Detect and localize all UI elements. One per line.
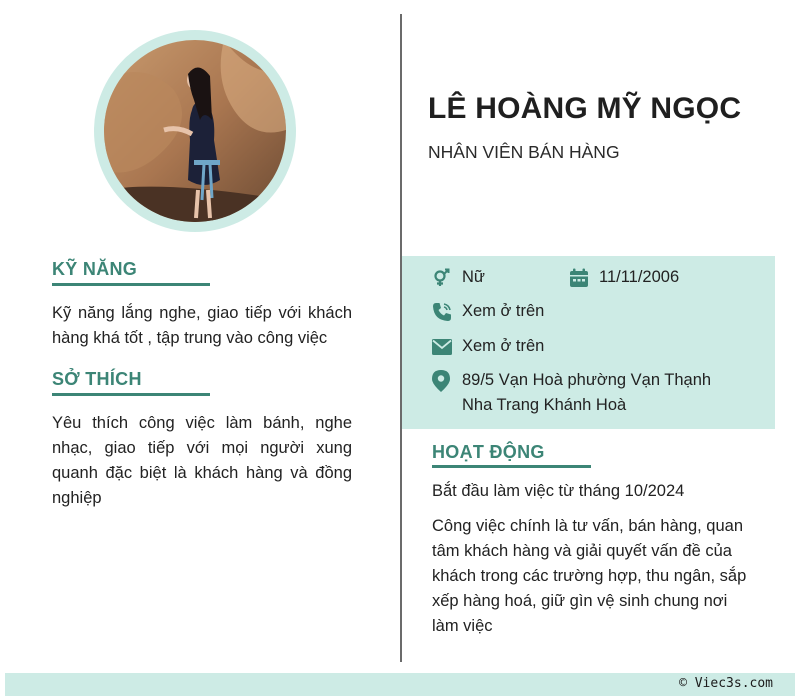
email-value: Xem ở trên [462, 337, 545, 355]
birthdate-row [569, 265, 679, 290]
gender-value: Nữ [462, 268, 485, 286]
phone-icon [432, 299, 454, 324]
hobbies-text: Yêu thích công việc làm bánh, nghe nhạc, giao tiếp với mọi người xung quanh đặc biệt là khách hàng và đồng nghiệp [52, 414, 352, 507]
gender-icon [432, 265, 454, 290]
footer-credit: © Viec3s.com [679, 676, 773, 691]
activity-description: Công việc chính là tư vấn, bán hàng, quan tâm khách hàng và giải quyết vấn đề của khách trong các trường hợp, thu ngân, sắp xếp hàng hoá, giữ gìn vệ sinh chung nơi làm việc [432, 517, 747, 635]
skills-heading: KỸ NĂNG [52, 259, 138, 279]
phone-value: Xem ở trên [462, 302, 545, 320]
gender-row [432, 265, 485, 290]
skills-text: Kỹ năng lắng nghe, giao tiếp với khách hàng khá tốt , tập trung vào công việc [52, 304, 352, 347]
activity-start: Bắt đầu làm việc từ tháng 10/2024 [432, 482, 685, 500]
hobbies-underline [52, 393, 210, 396]
activity-underline [432, 465, 591, 468]
birthdate-value: 11/11/2006 [599, 268, 680, 286]
footer-bar [5, 673, 795, 696]
avatar-photo [104, 40, 286, 222]
job-title: NHÂN VIÊN BÁN HÀNG [428, 142, 620, 162]
address-row [432, 368, 711, 418]
address-line-1: 89/5 Vạn Hoà phường Vạn Thạnh [462, 371, 712, 389]
location-icon [432, 368, 454, 393]
hobbies-heading: SỞ THÍCH [52, 369, 142, 389]
phone-row [432, 299, 544, 324]
calendar-icon [569, 265, 591, 290]
avatar [104, 40, 286, 222]
skills-underline [52, 283, 210, 286]
email-icon [432, 334, 454, 359]
address-line-2: Nha Trang Khánh Hoà [462, 396, 627, 414]
candidate-name: LÊ HOÀNG MỸ NGỌC [428, 92, 742, 125]
email-row [432, 334, 544, 359]
activity-heading: HOẠT ĐỘNG [432, 442, 545, 462]
